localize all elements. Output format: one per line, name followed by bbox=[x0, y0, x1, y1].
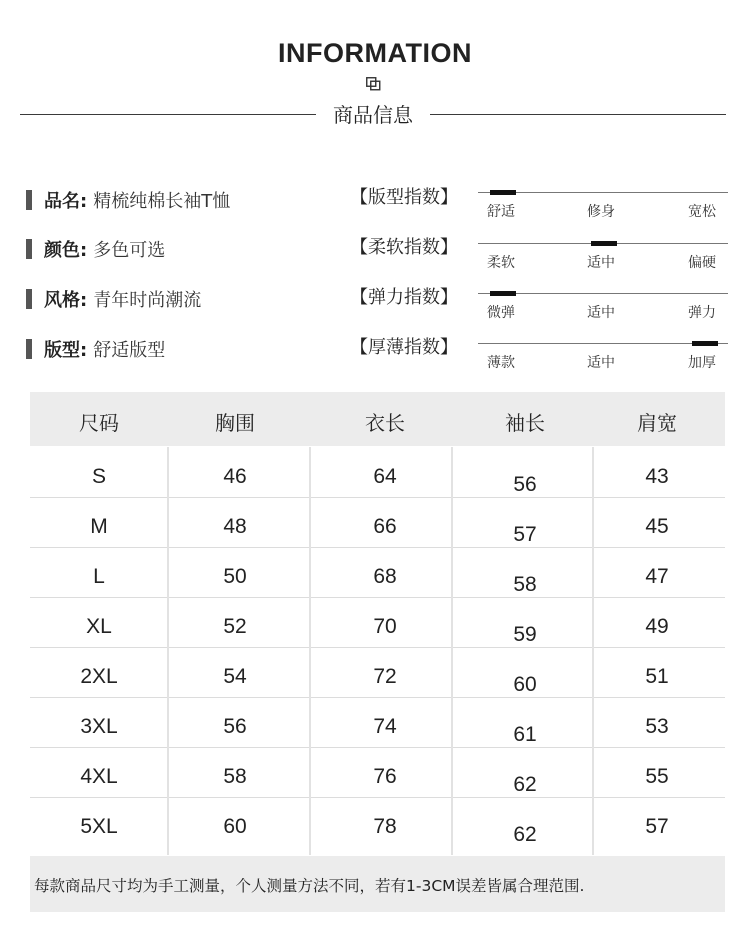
bullet-bar bbox=[26, 239, 32, 259]
info-label: 颜色: bbox=[44, 240, 88, 261]
table-row-divider bbox=[30, 797, 725, 798]
scale-option-label: 修身 bbox=[587, 204, 615, 220]
header-divider-right bbox=[430, 114, 726, 115]
table-cell: 58 bbox=[223, 765, 247, 788]
index-label-fit: 【版型指数】 bbox=[350, 187, 458, 208]
info-row-fit bbox=[26, 337, 165, 361]
table-cell: 70 bbox=[373, 615, 397, 638]
table-row-divider bbox=[30, 547, 725, 548]
table-cell: 51 bbox=[645, 665, 669, 688]
table-cell: 46 bbox=[223, 465, 247, 488]
scale-marker bbox=[490, 190, 516, 195]
table-cell: 60 bbox=[223, 815, 247, 838]
table-row-divider bbox=[30, 697, 725, 698]
info-row-style bbox=[26, 287, 201, 311]
table-cell: 52 bbox=[223, 615, 247, 638]
info-label: 版型: bbox=[44, 340, 88, 361]
table-cell: 49 bbox=[645, 615, 669, 638]
table-cell: 43 bbox=[645, 465, 669, 488]
table-cell: 74 bbox=[373, 715, 397, 738]
scale-marker bbox=[591, 241, 617, 246]
scale-option-label: 弹力 bbox=[688, 305, 716, 321]
table-cell: 68 bbox=[373, 565, 397, 588]
scale-option-label: 柔软 bbox=[487, 255, 515, 271]
header-divider-left bbox=[20, 114, 316, 115]
table-cell: 66 bbox=[373, 515, 397, 538]
scale-marker bbox=[692, 341, 718, 346]
table-cell: 56 bbox=[223, 715, 247, 738]
table-header-cell: 衣长 bbox=[365, 411, 405, 435]
measurement-note: 每款商品尺寸均为手工测量，个人测量方法不同，若有1-3CM误差皆属合理范围. bbox=[34, 877, 585, 895]
table-cell: 53 bbox=[645, 715, 669, 738]
scale-option-label: 适中 bbox=[587, 255, 615, 271]
table-header-cell: 袖长 bbox=[505, 411, 545, 435]
table-header-cell: 肩宽 bbox=[637, 411, 677, 435]
table-cell: 64 bbox=[373, 465, 397, 488]
table-cell: 61 bbox=[513, 723, 537, 746]
scale-option-label: 偏硬 bbox=[688, 255, 716, 271]
index-label-softness: 【柔软指数】 bbox=[350, 237, 458, 258]
info-row-color bbox=[26, 237, 165, 261]
page-title-en: INFORMATION bbox=[278, 38, 472, 68]
table-cell: 78 bbox=[373, 815, 397, 838]
table-header-cell: 尺码 bbox=[79, 411, 119, 435]
scale-option-label: 加厚 bbox=[688, 355, 716, 371]
bullet-bar bbox=[26, 289, 32, 309]
scale-option-label: 薄款 bbox=[487, 355, 515, 371]
table-cell: L bbox=[93, 565, 105, 588]
table-cell: 54 bbox=[223, 665, 247, 688]
table-cell: 62 bbox=[513, 773, 537, 796]
table-row-divider bbox=[30, 497, 725, 498]
info-value: 青年时尚潮流 bbox=[93, 290, 202, 311]
table-cell: 48 bbox=[223, 515, 247, 538]
table-cell: 58 bbox=[513, 573, 537, 596]
table-cell: 5XL bbox=[80, 815, 118, 838]
table-cell: XL bbox=[86, 615, 112, 638]
info-value: 多色可选 bbox=[93, 240, 166, 261]
info-row-name bbox=[26, 188, 230, 212]
table-cell: 45 bbox=[645, 515, 669, 538]
table-cell: 56 bbox=[513, 473, 537, 496]
table-cell: 60 bbox=[513, 673, 537, 696]
info-label: 风格: bbox=[44, 290, 88, 311]
table-cell: 50 bbox=[223, 565, 247, 588]
scale-line bbox=[478, 343, 728, 344]
scale-option-label: 微弹 bbox=[487, 305, 515, 321]
scale-option-label: 舒适 bbox=[487, 204, 515, 220]
index-label-elasticity: 【弹力指数】 bbox=[350, 287, 458, 308]
table-column-divider bbox=[167, 447, 169, 855]
table-cell: 47 bbox=[645, 565, 669, 588]
scale-option-label: 适中 bbox=[587, 355, 615, 371]
table-column-divider bbox=[451, 447, 453, 855]
table-column-divider bbox=[592, 447, 594, 855]
table-cell: 62 bbox=[513, 823, 537, 846]
index-label-thickness: 【厚薄指数】 bbox=[350, 337, 458, 358]
info-label: 品名: bbox=[44, 191, 88, 212]
table-header-cell: 胸围 bbox=[215, 411, 255, 435]
table-cell: M bbox=[90, 515, 108, 538]
info-value: 精梳纯棉长袖T恤 bbox=[93, 191, 231, 212]
table-cell: 76 bbox=[373, 765, 397, 788]
table-cell: 57 bbox=[645, 815, 669, 838]
table-row-divider bbox=[30, 647, 725, 648]
table-cell: 72 bbox=[373, 665, 397, 688]
info-value: 舒适版型 bbox=[93, 340, 166, 361]
scale-option-label: 宽松 bbox=[688, 204, 716, 220]
table-cell: 57 bbox=[513, 523, 537, 546]
table-row-divider bbox=[30, 597, 725, 598]
table-cell: S bbox=[91, 465, 106, 488]
scale-marker bbox=[490, 291, 516, 296]
bullet-bar bbox=[26, 190, 32, 210]
page-title-cn: 商品信息 bbox=[333, 103, 413, 127]
scale-option-label: 适中 bbox=[587, 305, 615, 321]
table-cell: 59 bbox=[513, 623, 537, 646]
bullet-bar bbox=[26, 339, 32, 359]
table-cell: 2XL bbox=[80, 665, 118, 688]
table-cell: 55 bbox=[645, 765, 669, 788]
table-cell: 3XL bbox=[80, 715, 118, 738]
table-cell: 4XL bbox=[80, 765, 118, 788]
table-column-divider bbox=[309, 447, 311, 855]
overlapping-squares-icon bbox=[366, 77, 381, 91]
table-row-divider bbox=[30, 747, 725, 748]
